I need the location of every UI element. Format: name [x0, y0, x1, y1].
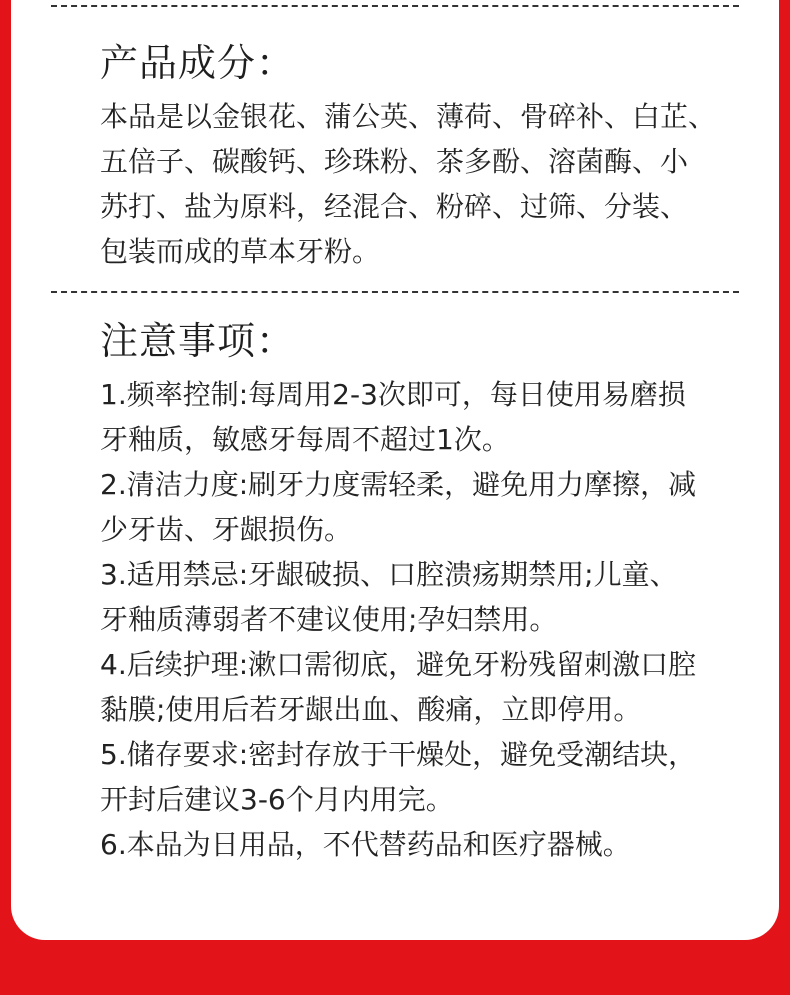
- ingredients-line: 五倍子、碳酸钙、珍珠粉、茶多酚、溶菌酶、小: [100, 145, 689, 178]
- note-line: 2.清洁力度:刷牙力度需轻柔，避免用力摩擦，减: [100, 468, 697, 501]
- note-line: 4.后续护理:漱口需彻底，避免牙粉残留刺激口腔: [100, 648, 697, 681]
- ingredients-line: 本品是以金银花、蒲公英、薄荷、骨碎补、白芷、: [100, 100, 717, 133]
- notes-heading: 注意事项：: [100, 319, 296, 363]
- note-line: 3.适用禁忌:牙龈破损、口腔溃疡期禁用;儿童、: [100, 558, 678, 591]
- note-line: 黏膜;使用后若牙龈出血、酸痛，立即停用。: [100, 693, 642, 726]
- ingredients-heading: 产品成分：: [100, 41, 296, 85]
- note-line: 1.频率控制:每周用2-3次即可，每日使用易磨损: [100, 378, 686, 411]
- note-line: 5.储存要求:密封存放于干燥处，避免受潮结块，: [100, 738, 697, 771]
- dashed-divider-top: [51, 5, 739, 7]
- dashed-divider-middle: [51, 291, 739, 293]
- ingredients-line: 包装而成的草本牙粉。: [100, 235, 381, 268]
- note-line: 牙釉质薄弱者不建议使用;孕妇禁用。: [100, 603, 558, 636]
- note-line: 6.本品为日用品，不代替药品和医疗器械。: [100, 828, 631, 861]
- note-line: 开封后建议3-6个月内用完。: [100, 783, 454, 816]
- content-card: [11, 0, 779, 940]
- note-line: 少牙齿、牙龈损伤。: [100, 513, 353, 546]
- notes-section: [100, 316, 760, 867]
- ingredients-section: [100, 38, 760, 274]
- ingredients-line: 苏打、盐为原料，经混合、粉碎、过筛、分装、: [100, 190, 689, 223]
- note-line: 牙釉质，敏感牙每周不超过1次。: [100, 423, 510, 456]
